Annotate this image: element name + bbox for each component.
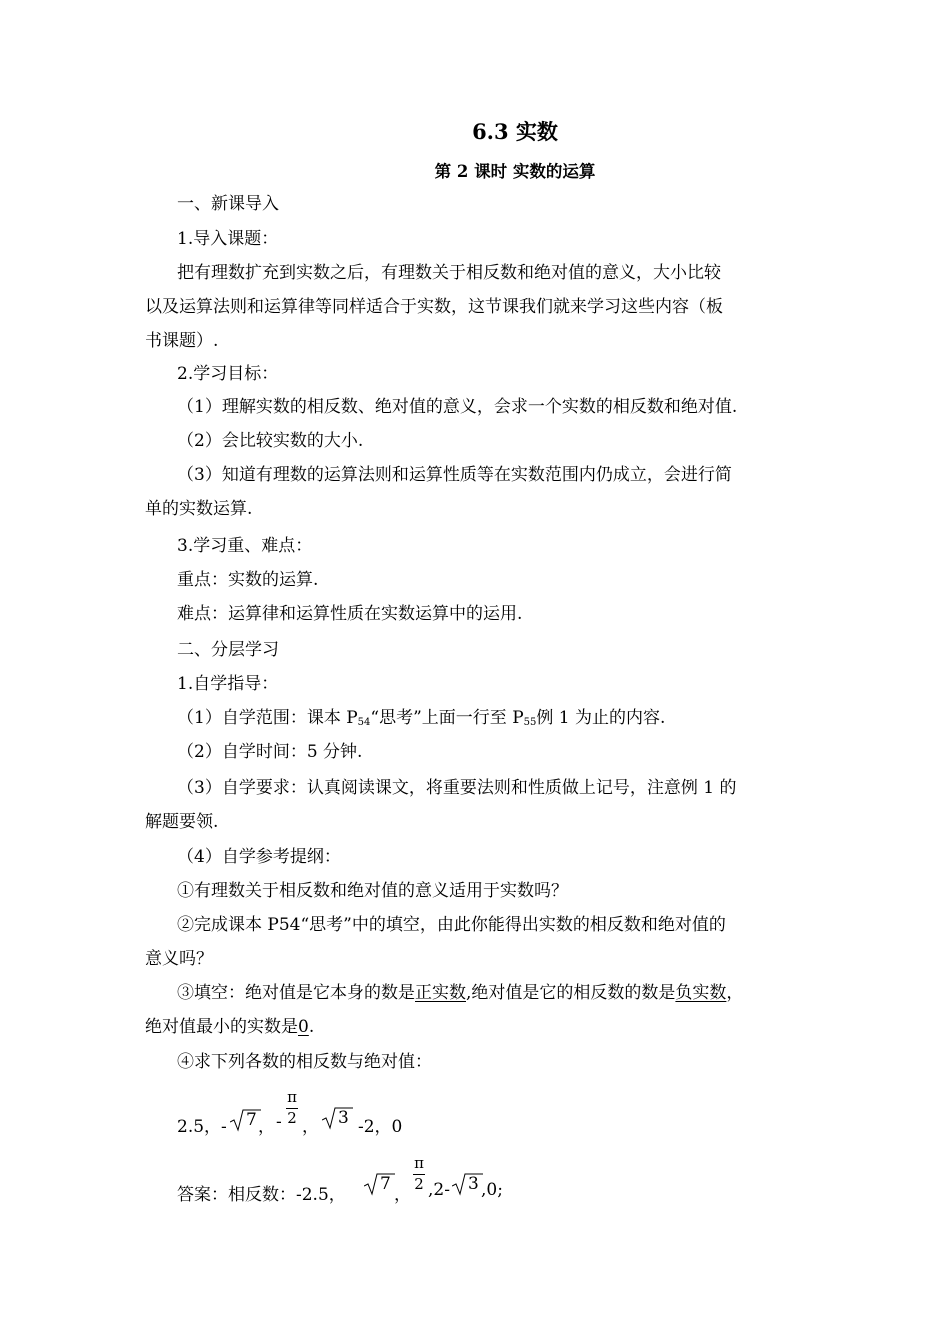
question-2: ②完成课本 P54“思考”中的填空，由此你能得出实数的相反数和绝对值的 xyxy=(177,915,726,935)
question-1: ①有理数关于相反数和绝对值的意义适用于实数吗？ xyxy=(177,881,568,901)
item-self-study: 1.自学指导： xyxy=(177,674,279,694)
section-heading-1: 一、新课导入 xyxy=(177,194,279,214)
study-requirement: （3）自学要求：认真阅读课文，将重要法则和性质做上记号，注意例 1 的 xyxy=(177,778,737,798)
study-requirement-cont: 解题要领. xyxy=(145,812,219,832)
document-page: 6.3 实数 第 2 课时 实数的运算 一、新课导入 1.导入课题： 把有理数扩充到实数之后，有理数关于相反数和绝对值的意义，大小比较 以及运算法则和运算律等同样适合于实数，这节课我们就来学习这些内容（板 书课题）. 2.学习目标： （1）理解实数的相反数、绝对值的意义，会求一个实数的相反数和绝对值. （2）会比较实数的大小. （3）知道有理数的运算法则和运算性质等在实数范围内仍成立，会进行简 单的实数运算. 3.学习重、难点： 重点：实数的运算. 难点：运算律和运算性质在实数运算中的运用. 二、分层学习 1.自学指导： （1）自学范围：课本 $P_{54}“$思考”上面一行至 $P_{55}$例 1 为止的内容. （2）自学时间：5 分钟. （3）自学要求：认真阅读课文，将重要法则和性质做上记号，注意例 1 的 解题要领. （4）自学参考提纲： ①有理数关于相反数和绝对值的意义适用于实数吗？ ②完成课本 P54“思考”中的填空，由此你能得出实数的相反数和绝对值的 意义吗？ ③填空：绝对值是它本身的数是正实数,绝对值是它的相反数的数是负实数， 绝对值最小的实数是0. ④求下列各数的相反数与绝对值： 2.5，- 7 ， - π 2 ， 3 -2，0 答案：相反数：-2.5， 7 ， π 2 ,2- 3 ,0; xyxy=(0,0,950,1344)
question-4: ④求下列各数的相反数与绝对值： xyxy=(177,1052,432,1072)
sqrt-3: 3 xyxy=(452,1172,484,1203)
section-heading-2: 二、分层学习 xyxy=(177,640,279,660)
item-goals: 2.学习目标： xyxy=(177,364,279,384)
question-3: ③填空：绝对值是它本身的数是正实数,绝对值是它的相反数的数是负实数， xyxy=(177,983,744,1003)
item-key-points: 3.学习重、难点： xyxy=(177,536,313,556)
goal-3-cont: 单的实数运算. xyxy=(145,499,253,519)
question-2-cont: 意义吗？ xyxy=(145,949,213,969)
goal-2: （2）会比较实数的大小. xyxy=(177,431,364,451)
key-point: 重点：实数的运算. xyxy=(177,570,319,590)
answer-blank-1: 正实数 xyxy=(415,983,466,1003)
fraction-pi-over-2: π 2 xyxy=(414,1154,424,1193)
study-time: （2）自学时间：5 分钟. xyxy=(177,742,363,762)
doc-title: 6.3 实数 xyxy=(472,119,558,144)
num-2-5: 2.5，- xyxy=(177,1117,227,1137)
goal-3: （3）知道有理数的运算法则和运算性质等在实数范围内仍成立，会进行简 xyxy=(177,465,732,485)
paragraph-line: 把有理数扩充到实数之后，有理数关于相反数和绝对值的意义，大小比较 xyxy=(177,263,721,283)
difficult-point: 难点：运算律和运算性质在实数运算中的运用. xyxy=(177,604,523,624)
sqrt-3: 3 xyxy=(322,1106,354,1137)
fraction-pi-over-2: π 2 xyxy=(287,1088,297,1127)
doc-subtitle: 第 2 课时 实数的运算 xyxy=(434,162,596,181)
study-outline: （4）自学参考提纲： xyxy=(177,847,341,867)
goal-1: （1）理解实数的相反数、绝对值的意义，会求一个实数的相反数和绝对值. xyxy=(177,397,738,417)
paragraph-line: 以及运算法则和运算律等同样适合于实数，这节课我们就来学习这些内容（板 xyxy=(145,297,723,317)
item-intro-topic: 1.导入课题： xyxy=(177,229,279,249)
answer-blank-3: 0 xyxy=(298,1017,309,1037)
question-3-cont: 绝对值最小的实数是0. xyxy=(145,1017,315,1037)
answer-blank-2: 负实数 xyxy=(675,983,727,1003)
sqrt-7: 7 xyxy=(364,1172,396,1203)
study-range: （1）自学范围：课本 $P_{54}“$思考”上面一行至 $P_{55}$例 1 为止的内容. xyxy=(177,708,666,728)
sqrt-7: 7 xyxy=(230,1108,262,1139)
paragraph-line: 书课题）. xyxy=(145,331,219,351)
